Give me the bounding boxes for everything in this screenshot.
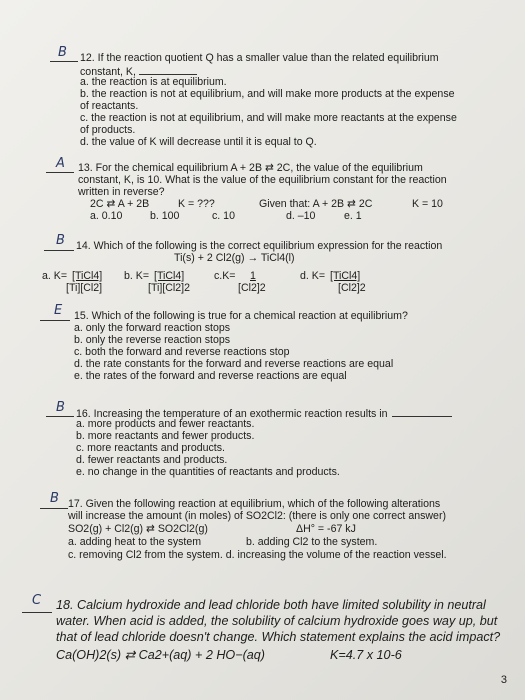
option-d: d. the value of K will decrease until it is equal to Q. bbox=[80, 136, 317, 148]
handwritten-answer: A bbox=[56, 156, 65, 171]
reverse-reaction: 2C ⇄ A + 2B bbox=[90, 198, 150, 210]
question-stem-cont: written in reverse? bbox=[78, 186, 165, 198]
answer-line bbox=[46, 416, 74, 417]
option-e: e. 1 bbox=[344, 210, 362, 222]
answer-line bbox=[46, 172, 74, 173]
answer-line bbox=[44, 250, 74, 251]
handwritten-answer: B bbox=[56, 400, 65, 415]
option-a: a. the reaction is at equilibrium. bbox=[80, 76, 227, 88]
question-stem-cont: constant, K, bbox=[80, 64, 197, 78]
option-b: b. 100 bbox=[150, 210, 180, 222]
option-c-cont: of products. bbox=[80, 124, 136, 136]
question-stem-cont: that of lead chloride doesn't change. Which statement explains the acid impact? bbox=[56, 630, 501, 644]
answer-line bbox=[40, 508, 68, 509]
answer-line bbox=[50, 61, 78, 62]
option-b: b. only the reverse reaction stops bbox=[74, 334, 231, 346]
option-b: b. adding Cl2 to the system. bbox=[246, 536, 378, 548]
handwritten-answer: B bbox=[58, 45, 67, 60]
reaction-equation: SO2(g) + Cl2(g) ⇄ SO2Cl2(g) bbox=[68, 523, 208, 535]
option-a: a. adding heat to the system bbox=[68, 536, 202, 548]
option-c-denominator: [Cl2]2 bbox=[238, 282, 266, 294]
option-a-denominator: [Ti][Cl2] bbox=[66, 282, 103, 294]
option-c-label: c.K= bbox=[214, 270, 236, 282]
question-stem-cont: will increase the amount (in moles) of SO2Cl2: (there is only one correct answer) bbox=[68, 510, 446, 522]
question-stem: 18. Calcium hydroxide and lead chloride both have limited solubility in neutral bbox=[56, 598, 486, 612]
option-a: a. 0.10 bbox=[90, 210, 123, 222]
answer-line bbox=[22, 612, 52, 613]
option-a-label: a. K= bbox=[42, 270, 68, 282]
equilibrium-constant: K=4.7 x 10-6 bbox=[330, 648, 402, 662]
option-d: d. the rate constants for the forward and reverse reactions are equal bbox=[74, 358, 394, 370]
handwritten-answer: C bbox=[32, 593, 41, 608]
question-stem: 13. For the chemical equilibrium A + 2B ⇄ 2C, the value of the equilibrium bbox=[78, 162, 423, 174]
option-a-numerator: [TiCl4] bbox=[72, 270, 103, 282]
handwritten-answer: B bbox=[50, 491, 59, 506]
k-given: K = 10 bbox=[412, 198, 443, 210]
question-stem: 16. Increasing the temperature of an exothermic reaction results in bbox=[76, 406, 452, 420]
option-b-denominator: [Ti][Cl2]2 bbox=[148, 282, 190, 294]
option-d: d. fewer reactants and products. bbox=[76, 454, 228, 466]
option-d-numerator: [TiCl4] bbox=[330, 270, 361, 282]
option-e: e. the rates of the forward and reverse reactions are equal bbox=[74, 370, 347, 382]
option-c: c. more reactants and products. bbox=[76, 442, 225, 454]
enthalpy-change: ΔH° = -67 kJ bbox=[296, 523, 356, 535]
option-b-numerator: [TiCl4] bbox=[154, 270, 185, 282]
option-d-denominator: [Cl2]2 bbox=[338, 282, 366, 294]
option-d: d. –10 bbox=[286, 210, 316, 222]
page-number: 3 bbox=[500, 674, 507, 686]
question-stem-cont: water. When acid is added, the solubility of calcium hydroxide goes way up, but bbox=[56, 614, 498, 628]
option-c-numerator: 1 bbox=[250, 270, 256, 282]
option-c-d: c. removing Cl2 from the system. d. increasing the volume of the reaction vessel. bbox=[68, 549, 447, 561]
question-stem: 15. Which of the following is true for a chemical reaction at equilibrium? bbox=[74, 310, 408, 322]
option-c: c. 10 bbox=[212, 210, 235, 222]
reaction-equation: Ca(OH)2(s) ⇄ Ca2+(aq) + 2 HO−(aq) bbox=[56, 648, 265, 662]
handwritten-answer: E bbox=[54, 303, 62, 318]
given-reaction: Given that: A + 2B ⇄ 2C bbox=[259, 198, 373, 210]
question-stem-cont: constant, K, is 10. What is the value of the equilibrium constant for the reaction bbox=[78, 174, 447, 186]
question-stem: 17. Given the following reaction at equilibrium, which of the following alterations bbox=[68, 498, 441, 510]
answer-line bbox=[40, 320, 70, 321]
k-unknown: K = ??? bbox=[178, 198, 215, 210]
handwritten-answer: B bbox=[56, 233, 65, 248]
question-stem: 14. Which of the following is the correct equilibrium expression for the reaction bbox=[76, 240, 443, 252]
option-e: e. no change in the quantities of reactants and products. bbox=[76, 466, 340, 478]
question-stem: 12. If the reaction quotient Q has a smaller value than the related equilibrium bbox=[80, 52, 439, 64]
reaction-equation: Ti(s) + 2 Cl2(g) → TiCl4(l) bbox=[174, 252, 295, 264]
option-b-cont: of reactants. bbox=[80, 100, 139, 112]
option-b: b. the reaction is not at equilibrium, and will make more products at the expense bbox=[80, 88, 455, 100]
option-c: c. the reaction is not at equilibrium, and will make more reactants at the expense bbox=[80, 112, 457, 124]
option-a: a. only the forward reaction stops bbox=[74, 322, 231, 334]
option-a: a. more products and fewer reactants. bbox=[76, 418, 255, 430]
option-b-label: b. K= bbox=[124, 270, 150, 282]
option-c: c. both the forward and reverse reactions stop bbox=[74, 346, 290, 358]
option-d-label: d. K= bbox=[300, 270, 326, 282]
option-b: b. more reactants and fewer products. bbox=[76, 430, 255, 442]
